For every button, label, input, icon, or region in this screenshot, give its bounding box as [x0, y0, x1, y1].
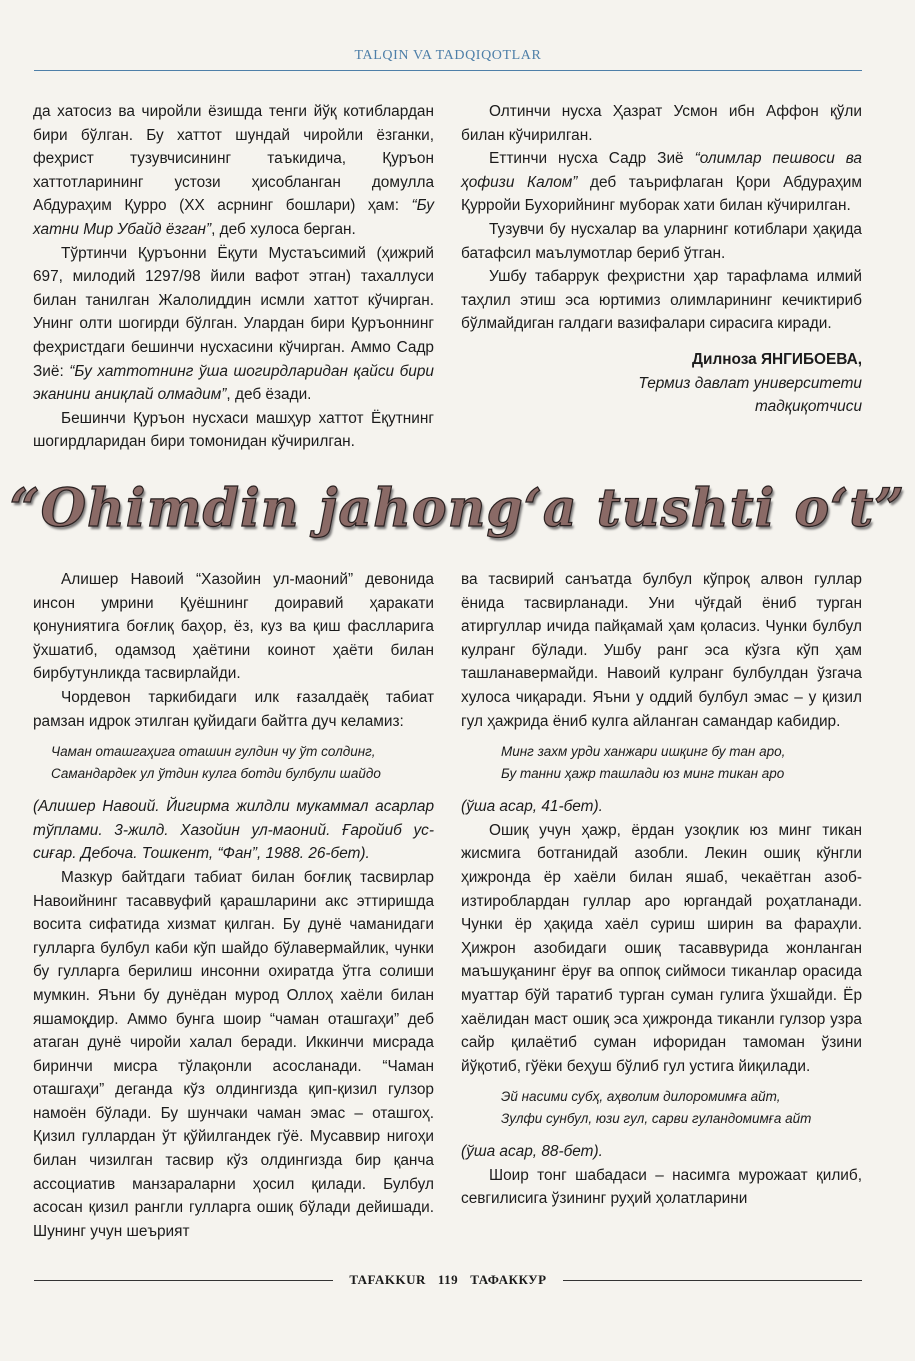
- source-citation: (ўша асар, 41-бет).: [461, 798, 603, 816]
- paragraph: Бешинчи Қуръон нусхаси машҳур хаттот Ёқутнинг шогирдларидан бири томонидан кўчирилган.: [33, 409, 434, 451]
- paragraph: Мазкур байтдаги табиат билан боғлиқ тасвирлар Навоийнинг тасаввуфий қарашларини акс эттиришда восита сифатида хизмат қилган. Бу дунё чаманидаги гулларга булбул каби кўп шайдо бўлавермайлик, чунки бу гулларга берилиш инсонни охиратда ўтга солиши мумкин. Яъни бу дунёдан мурод Оллоҳ хаёли билан яшамоқдир. Аммо бунга шоир “чаман оташгаҳи” деб атаган дунё чиройи халал беради. Иккинчи мисрада биринчи мисра тўлақонли асосланади. “Чаман оташгаҳи” деганда кўз олдингизда қип-қизил гулзор намоён бўлади. Бу шунчаки чаман эмас – оташгоҳ. Қизил гуллардан ўт қўйилгандек гўё. Мусаввир нигоҳи билан чизилган тасвир кўз олдингизда бир қанча ассоциатив манзараларни ҳосил қилади. Булбул асосан қизил рангли гулларга ошиқ бўлади дейишади. Шунинг учун шеърият: [33, 868, 434, 1240]
- author-affiliation: Термиз давлат университети: [638, 374, 862, 392]
- source-citation: (ўша асар, 88-бет).: [461, 1143, 603, 1161]
- paragraph: Тўртинчи Қуръонни Ёқути Мустаъсимий (ҳижрий 697, милодий 1297/98 йили вафот этган) тахаллуси билан танилган Жалолиддин исмли хаттот кўчирган. Унинг олти шогирди бўлган. Улардан бири Қуръоннинг феҳристдаги бешинчи нусхасини кўчирган. Аммо Садр Зиё: “Бу хаттотнинг ўша шогирдларидан қайси бири эканини аниқлай олмадим”, деб ёзади.: [33, 244, 434, 404]
- column-bottom-right: [461, 568, 862, 1211]
- header-rule: [34, 70, 862, 71]
- footer-magazine-latin: TAFAKKUR: [349, 1272, 426, 1287]
- paragraph: Чордевон таркибидаги илк ғазалдаёқ табиат рамзан идрок этилган қуйидаги байтга дуч келамиз:: [33, 688, 434, 730]
- poem-quote: Чаман оташгаҳига оташин гулдин чу ўт солдинг, Самандардек ул ўтдин кулга ботди булбули шайдо: [51, 744, 381, 782]
- poem-quote: Эй насими субҳ, аҳволим дилоромимға айт, Зулфи сунбул, юзи гул, сарви гуландомимға айт: [501, 1089, 812, 1127]
- paragraph: да хатосиз ва чиройли ёзишда тенги йўқ котиблардан бири бўлган. Бу хаттот шундай чиройли ёзганки, феҳрист тузувчисининг таъкидича, Қуръон хаттотларининг устози ҳисобланган домулла Абдураҳим Қурро (XX асрнинг бошлари) ҳам: “Бу хатни Мир Убайд ёзган”, деб хулоса берган.: [33, 103, 434, 238]
- paragraph: Алишер Навоий “Хазойин ул-маоний” девонида инсон умрини Қуёшнинг доиравий ҳаракати қонуниятига боғлиқ баҳор, ёз, куз ва қиш фаслларига ўхшатиб, одамзод ҳаётини коинот ҳаёти билан бирбутунликда тасвирлайди.: [33, 571, 434, 683]
- paragraph: Тузувчи бу нусхалар ва уларнинг котиблари ҳақида батафсил маълумотлар бериб ўтган.: [461, 220, 862, 262]
- column-top-right: [461, 100, 862, 419]
- column-bottom-left: [33, 568, 434, 1243]
- poem-quote: Минг захм урди ханжари ишқинг бу тан аро, Бу танни ҳажр ташлади юз минг тикан аро: [501, 744, 786, 782]
- paragraph: Шоир тонг шабадаси – насимга мурожаат қилиб, севгилисига ўзининг руҳий ҳолатларини: [461, 1166, 862, 1208]
- footer-magazine-cyrillic: ТАФАККУР: [470, 1272, 547, 1287]
- article-title: “Ohimdin jahong‘a tushti o‘t”: [9, 478, 906, 539]
- paragraph: Олтинчи нусха Ҳазрат Усмон ибн Аффон қўли билан кўчирилган.: [461, 103, 862, 144]
- page-number: 119: [437, 1272, 459, 1287]
- paragraph: Еттинчи нусха Садр Зиё “олимлар пешвоси ва ҳофизи Калом” деб таърифлаган Қори Абдураҳим Қурройи Бухорийнинг муборак хати билан кўчирилган.: [461, 150, 862, 215]
- page-footer: [34, 1270, 862, 1290]
- footer-rule-left: [34, 1280, 333, 1281]
- paragraph: ва тасвирий санъатда булбул кўпроқ алвон гуллар ёнида тасвирланади. Уни чўғдай ёниб турган атиргуллар ичида пайқамай ҳам қоласиз. Чунки булбул кулранг бўлади. Ушбу ранг эса кўзга кўп ҳам ташланавермайди. Навоий кулранг булбулдан ўзгача хулоса чиқаради. Яъни у оддий булбул эмас – у қизил гул ҳажрида ёниб кулга айланган самандар кабидир.: [461, 571, 862, 730]
- running-header: TALQIN VA TADQIQOTLAR: [354, 48, 542, 63]
- author-signature: [461, 348, 862, 419]
- footer-rule-right: [563, 1280, 862, 1281]
- paragraph: Ошиқ учун ҳажр, ёрдан узоқлик юз минг тикан жисмига ботганидай азобли. Лекин ошиқ кўнгли ҳижронда ёр хаёли билан яшаб, чекаётган азоб-изтироблардан гуллар аро юргандай роҳатланади. Чунки ёр ҳақида хаёл суриш ширин ва фараҳли. Ҳижрон азобидаги ошиқ тасаввурида жонланган маъшуқанинг ёруғ ва оппоқ сиймоси тиканлар орасида муаттар бўй таратиб турган суман гулига ўхшайди. Ёр хаёлидан маст ошиқ эса ҳижронда тиканли гулзор узра сайр қилаётиб суман ифоридан тамоман ўзини йўқотиб, гўёки беҳуш бўлиб гул устига йиқилади.: [461, 821, 862, 1075]
- paragraph: Ушбу табаррук феҳристни ҳар тарафлама илмий таҳлил этиш эса юртимиз олимларининг кечиктириб бўлмайдиган галдаги вазифалари сирасига киради.: [461, 268, 862, 333]
- column-top-left: [33, 100, 434, 454]
- author-position: тадқиқотчиси: [755, 398, 862, 416]
- footer-center: [343, 1272, 552, 1288]
- author-name: Дилноза ЯНГИБОЕВА,: [692, 350, 862, 368]
- source-citation: (Алишер Навоий. Йигирма жилдли мукаммал асарлар тўплами. 3-жилд. Хазойин ул-маоний. Ғаройиб ус-сиғар. Дебоча. Тошкент, “Фан”, 1988. 26-бет).: [33, 798, 434, 863]
